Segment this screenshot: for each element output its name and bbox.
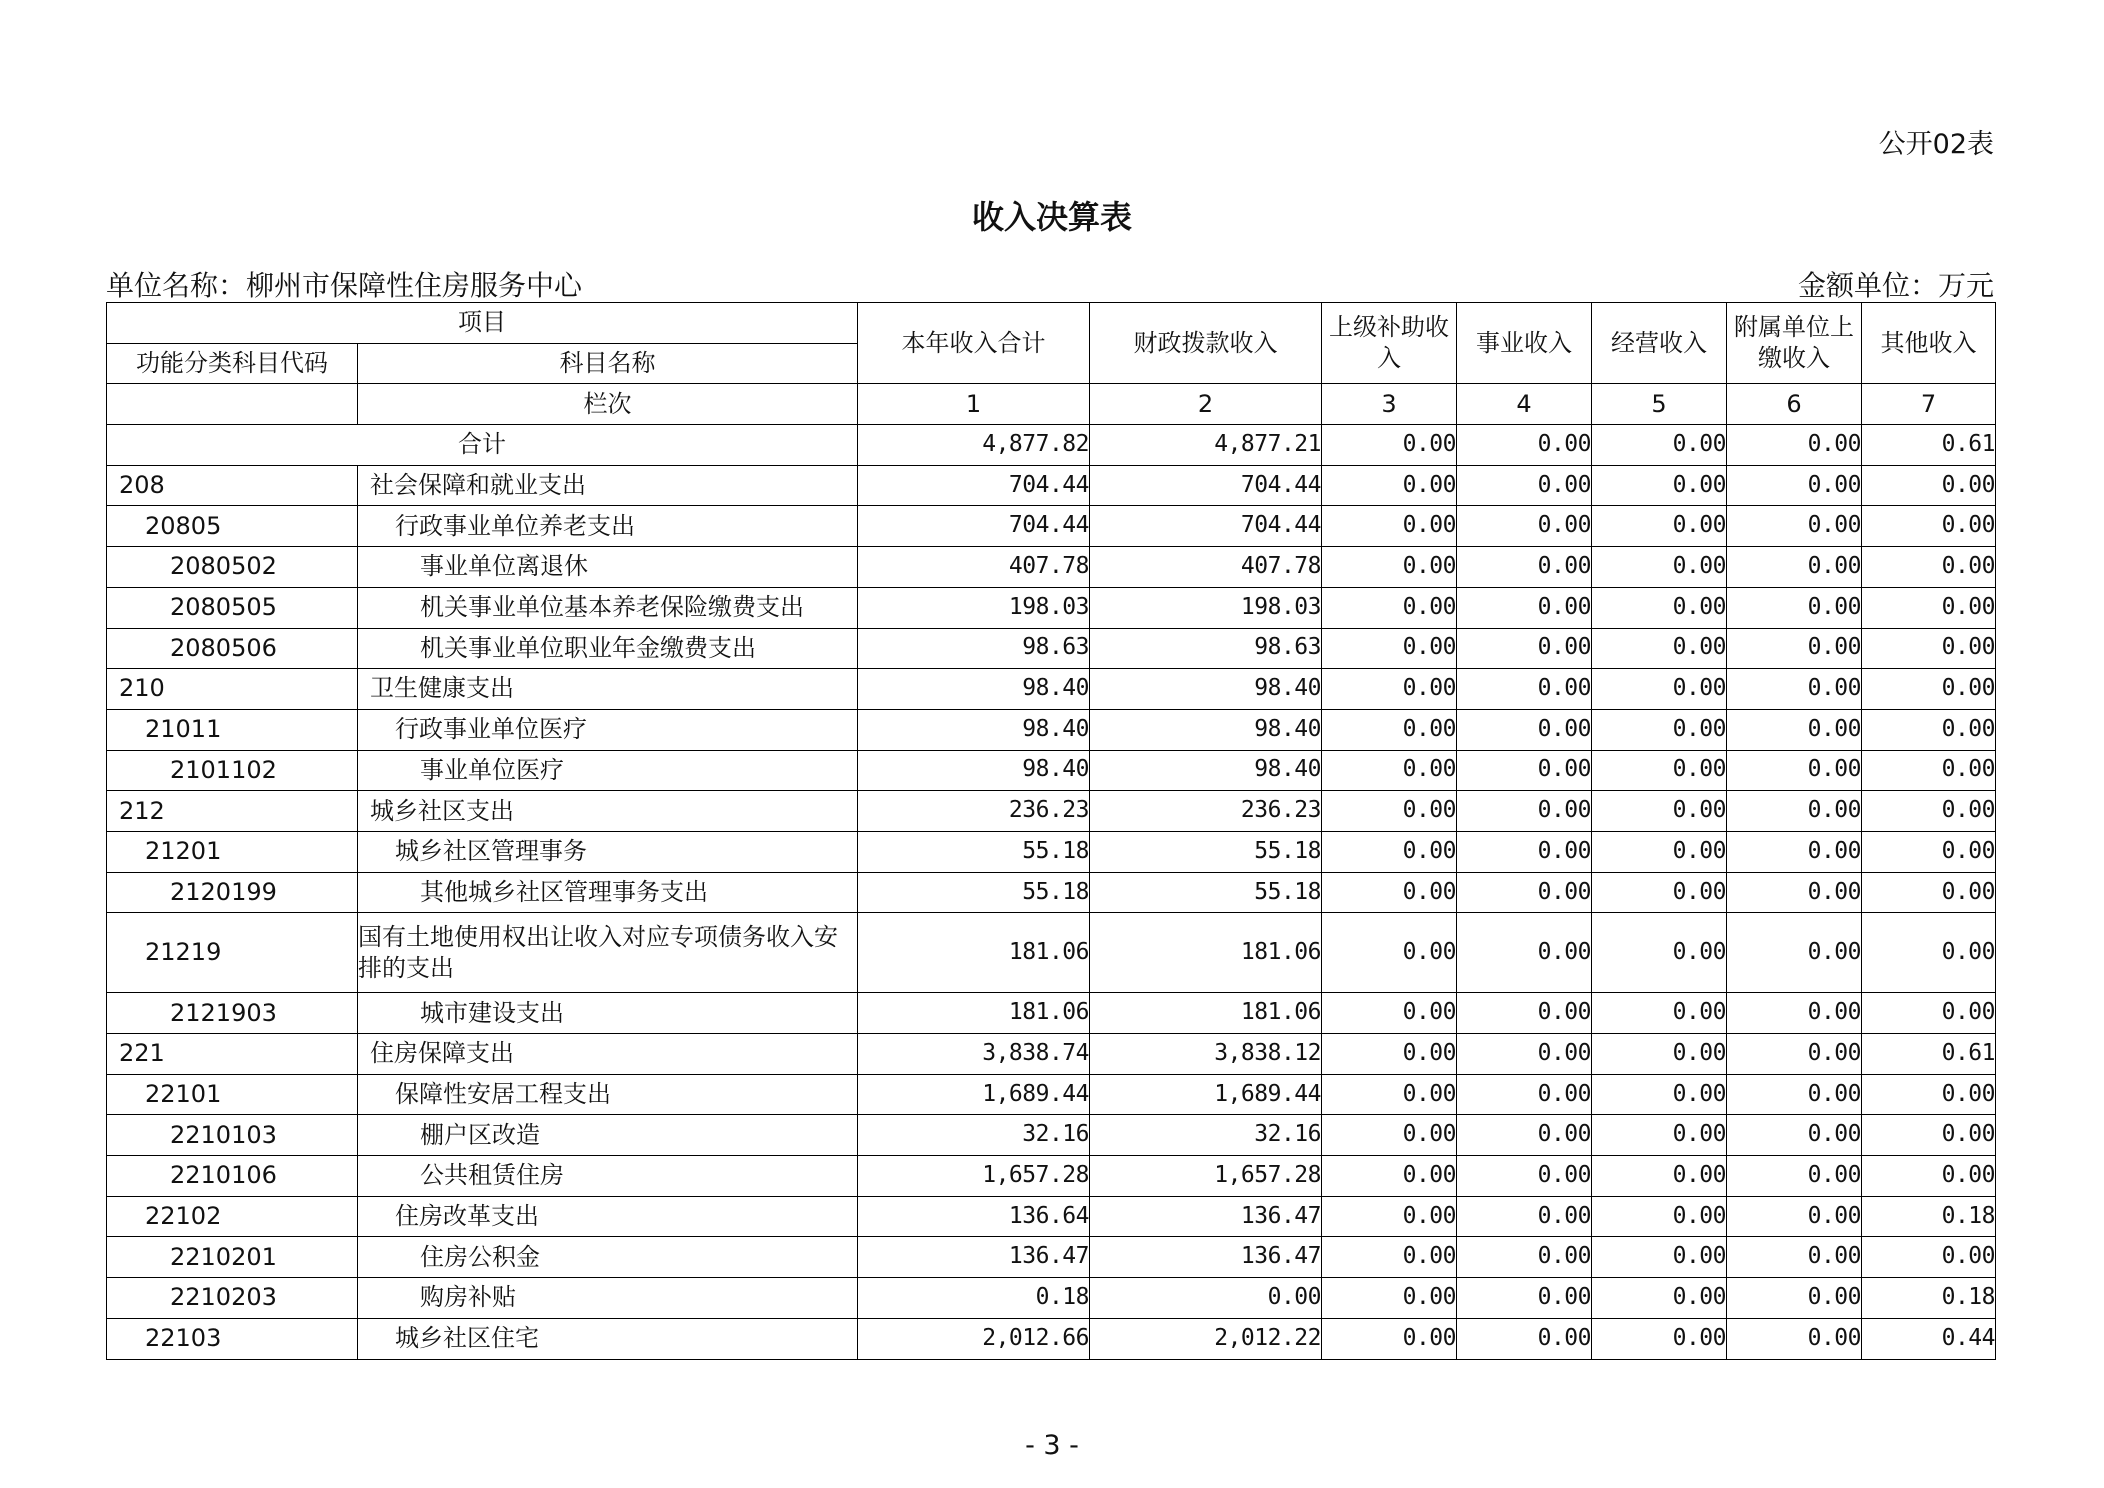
subject-name: 事业单位离退休 (358, 547, 858, 588)
amount-cell: 181.06 (1090, 913, 1322, 993)
subject-name: 城乡社区支出 (358, 791, 858, 832)
header-name: 科目名称 (358, 343, 858, 384)
table-row (107, 1074, 1996, 1115)
amount-cell: 0.00 (1592, 465, 1727, 506)
amount-cell: 0.00 (1727, 750, 1862, 791)
amount-cell: 2,012.66 (858, 1318, 1090, 1359)
seq-number: 4 (1457, 384, 1592, 425)
amount-cell: 0.00 (1727, 587, 1862, 628)
amount-cell: 0.00 (1727, 1034, 1862, 1075)
amount-cell: 0.00 (1862, 872, 1996, 913)
amount-cell: 0.00 (1322, 669, 1457, 710)
seq-number: 7 (1862, 384, 1996, 425)
amount-cell: 55.18 (858, 831, 1090, 872)
amount-cell: 0.00 (1322, 872, 1457, 913)
amount-cell: 0.00 (1592, 1074, 1727, 1115)
amount-cell: 0.00 (1457, 1034, 1592, 1075)
subject-code: 2210103 (107, 1115, 358, 1156)
total-value: 0.61 (1862, 425, 1996, 466)
amount-cell: 0.00 (1727, 993, 1862, 1034)
subject-code: 212 (107, 791, 358, 832)
amount-cell: 0.00 (1727, 1156, 1862, 1197)
subject-code: 22103 (107, 1318, 358, 1359)
amount-cell: 0.00 (1592, 750, 1727, 791)
amount-cell: 98.63 (1090, 628, 1322, 669)
subject-code: 208 (107, 465, 358, 506)
amount-cell: 0.00 (1457, 506, 1592, 547)
amount-cell: 0.00 (1592, 1318, 1727, 1359)
amount-cell: 0.00 (1457, 465, 1592, 506)
amount-cell: 0.18 (1862, 1278, 1996, 1319)
amount-cell: 0.00 (1322, 1156, 1457, 1197)
table-row (107, 993, 1996, 1034)
amount-cell: 0.00 (1322, 506, 1457, 547)
amount-cell: 3,838.74 (858, 1034, 1090, 1075)
amount-cell: 0.00 (1457, 1074, 1592, 1115)
subject-name: 卫生健康支出 (358, 669, 858, 710)
amount-cell: 55.18 (1090, 831, 1322, 872)
amount-cell: 0.18 (1862, 1196, 1996, 1237)
amount-cell: 0.00 (1457, 993, 1592, 1034)
amount-cell: 181.06 (858, 913, 1090, 993)
amount-cell: 0.00 (1727, 506, 1862, 547)
subject-code: 21011 (107, 709, 358, 750)
amount-cell: 0.00 (1457, 1156, 1592, 1197)
total-value: 0.00 (1322, 425, 1457, 466)
amount-cell: 0.00 (1592, 506, 1727, 547)
header-col-4: 事业收入 (1457, 303, 1592, 384)
amount-cell: 0.00 (1322, 1318, 1457, 1359)
amount-cell: 0.00 (1457, 1237, 1592, 1278)
amount-cell: 0.00 (1322, 628, 1457, 669)
amount-cell: 0.00 (1090, 1278, 1322, 1319)
amount-cell: 0.00 (1862, 1115, 1996, 1156)
amount-cell: 0.00 (1727, 872, 1862, 913)
amount-cell: 181.06 (1090, 993, 1322, 1034)
amount-cell: 0.00 (1862, 1074, 1996, 1115)
subject-code: 221 (107, 1034, 358, 1075)
subject-code: 22102 (107, 1196, 358, 1237)
amount-cell: 0.00 (1592, 1196, 1727, 1237)
amount-cell: 181.06 (858, 993, 1090, 1034)
amount-cell: 0.00 (1592, 587, 1727, 628)
table-row (107, 1196, 1996, 1237)
amount-cell: 136.47 (858, 1237, 1090, 1278)
subject-name: 城乡社区管理事务 (358, 831, 858, 872)
subject-name: 机关事业单位基本养老保险缴费支出 (358, 587, 858, 628)
amount-cell: 1,689.44 (1090, 1074, 1322, 1115)
amount-cell: 0.00 (1862, 587, 1996, 628)
amount-unit: 金额单位：万元 (1797, 269, 1994, 302)
table-row (107, 1237, 1996, 1278)
amount-cell: 0.00 (1322, 750, 1457, 791)
total-label: 合计 (107, 425, 858, 466)
subject-name: 棚户区改造 (358, 1115, 858, 1156)
amount-cell: 0.00 (1727, 831, 1862, 872)
amount-cell: 0.00 (1592, 791, 1727, 832)
table-row (107, 750, 1996, 791)
subject-name: 保障性安居工程支出 (358, 1074, 858, 1115)
amount-cell: 0.00 (1322, 791, 1457, 832)
table-row (107, 1156, 1996, 1197)
subject-name: 机关事业单位职业年金缴费支出 (358, 628, 858, 669)
total-value: 0.00 (1457, 425, 1592, 466)
subject-name: 行政事业单位养老支出 (358, 506, 858, 547)
header-project: 项目 (107, 303, 858, 344)
amount-cell: 0.00 (1457, 750, 1592, 791)
amount-cell: 198.03 (1090, 587, 1322, 628)
table-row (107, 1115, 1996, 1156)
table-row (107, 547, 1996, 588)
subject-code: 2210201 (107, 1237, 358, 1278)
amount-cell: 0.00 (1727, 913, 1862, 993)
seq-label: 栏次 (358, 384, 858, 425)
amount-cell: 136.47 (1090, 1196, 1322, 1237)
amount-cell: 0.00 (1322, 1196, 1457, 1237)
subject-code: 21219 (107, 913, 358, 993)
amount-cell: 704.44 (1090, 465, 1322, 506)
subject-name: 城乡社区住宅 (358, 1318, 858, 1359)
amount-cell: 98.40 (1090, 669, 1322, 710)
amount-cell: 55.18 (858, 872, 1090, 913)
subject-name: 住房公积金 (358, 1237, 858, 1278)
amount-cell: 0.00 (1862, 547, 1996, 588)
amount-cell: 0.00 (1457, 709, 1592, 750)
table-row (107, 506, 1996, 547)
total-row (107, 425, 1996, 466)
amount-cell: 0.00 (1862, 628, 1996, 669)
amount-cell: 0.00 (1862, 506, 1996, 547)
amount-cell: 0.00 (1727, 465, 1862, 506)
table-row (107, 831, 1996, 872)
amount-cell: 0.00 (1457, 587, 1592, 628)
amount-cell: 0.00 (1322, 993, 1457, 1034)
total-value: 0.00 (1727, 425, 1862, 466)
header-col-6: 附属单位上缴收入 (1727, 303, 1862, 384)
table-row (107, 669, 1996, 710)
amount-cell: 704.44 (858, 465, 1090, 506)
amount-cell: 0.00 (1592, 628, 1727, 669)
subject-code: 21201 (107, 831, 358, 872)
subject-code: 2121903 (107, 993, 358, 1034)
seq-blank (107, 384, 358, 425)
amount-cell: 236.23 (1090, 791, 1322, 832)
subject-code: 2080502 (107, 547, 358, 588)
amount-cell: 0.00 (1322, 1074, 1457, 1115)
amount-cell: 32.16 (858, 1115, 1090, 1156)
table-row (107, 709, 1996, 750)
amount-cell: 0.00 (1322, 1034, 1457, 1075)
amount-cell: 0.00 (1592, 1278, 1727, 1319)
subject-name: 其他城乡社区管理事务支出 (358, 872, 858, 913)
amount-cell: 0.00 (1727, 1196, 1862, 1237)
amount-cell: 3,838.12 (1090, 1034, 1322, 1075)
amount-cell: 0.00 (1457, 1278, 1592, 1319)
amount-cell: 0.00 (1592, 1115, 1727, 1156)
amount-cell: 198.03 (858, 587, 1090, 628)
amount-cell: 236.23 (858, 791, 1090, 832)
amount-cell: 704.44 (858, 506, 1090, 547)
amount-cell: 0.00 (1727, 709, 1862, 750)
amount-cell: 0.00 (1727, 1237, 1862, 1278)
amount-cell: 0.00 (1457, 831, 1592, 872)
seq-number: 2 (1090, 384, 1322, 425)
amount-cell: 0.00 (1457, 791, 1592, 832)
amount-cell: 0.00 (1322, 1278, 1457, 1319)
seq-number: 5 (1592, 384, 1727, 425)
amount-cell: 0.00 (1322, 1115, 1457, 1156)
amount-cell: 0.00 (1727, 547, 1862, 588)
table-row (107, 791, 1996, 832)
amount-cell: 0.00 (1592, 993, 1727, 1034)
amount-cell: 0.00 (1457, 1115, 1592, 1156)
amount-cell: 0.61 (1862, 1034, 1996, 1075)
table-row (107, 1278, 1996, 1319)
unit-name: 单位名称：柳州市保障性住房服务中心 (106, 269, 583, 302)
seq-number: 6 (1727, 384, 1862, 425)
amount-cell: 136.47 (1090, 1237, 1322, 1278)
subject-name: 住房改革支出 (358, 1196, 858, 1237)
amount-cell: 0.00 (1592, 547, 1727, 588)
amount-cell: 0.00 (1862, 669, 1996, 710)
amount-cell: 0.00 (1862, 465, 1996, 506)
subject-code: 20805 (107, 506, 358, 547)
amount-cell: 0.00 (1322, 1237, 1457, 1278)
amount-cell: 0.00 (1592, 1034, 1727, 1075)
amount-cell: 0.00 (1592, 1237, 1727, 1278)
amount-cell: 0.00 (1457, 547, 1592, 588)
total-value: 4,877.82 (858, 425, 1090, 466)
subject-name: 公共租赁住房 (358, 1156, 858, 1197)
form-number: 公开02表 (1878, 129, 1994, 160)
page-title: 收入决算表 (971, 198, 1132, 236)
amount-cell: 0.00 (1727, 628, 1862, 669)
amount-cell: 407.78 (1090, 547, 1322, 588)
subject-name: 社会保障和就业支出 (358, 465, 858, 506)
amount-cell: 0.00 (1862, 1237, 1996, 1278)
amount-cell: 98.40 (858, 709, 1090, 750)
table-row (107, 587, 1996, 628)
amount-cell: 0.00 (1322, 913, 1457, 993)
amount-cell: 0.00 (1322, 587, 1457, 628)
header-code: 功能分类科目代码 (107, 343, 358, 384)
subject-code: 2210106 (107, 1156, 358, 1197)
amount-cell: 0.00 (1862, 750, 1996, 791)
amount-cell: 0.00 (1592, 872, 1727, 913)
amount-cell: 0.00 (1727, 1074, 1862, 1115)
amount-cell: 0.00 (1862, 831, 1996, 872)
amount-cell: 0.00 (1322, 465, 1457, 506)
total-value: 0.00 (1592, 425, 1727, 466)
subject-code: 2120199 (107, 872, 358, 913)
amount-cell: 98.40 (1090, 750, 1322, 791)
header-col-7: 其他收入 (1862, 303, 1996, 384)
subject-code: 2080505 (107, 587, 358, 628)
seq-number: 1 (858, 384, 1090, 425)
header-col-1: 本年收入合计 (858, 303, 1090, 384)
amount-cell: 0.00 (1862, 709, 1996, 750)
amount-cell: 32.16 (1090, 1115, 1322, 1156)
amount-cell: 2,012.22 (1090, 1318, 1322, 1359)
amount-cell: 98.40 (858, 669, 1090, 710)
header-col-3: 上级补助收入 (1322, 303, 1457, 384)
amount-cell: 1,657.28 (1090, 1156, 1322, 1197)
amount-cell: 0.00 (1727, 1318, 1862, 1359)
amount-cell: 0.44 (1862, 1318, 1996, 1359)
table-row (107, 465, 1996, 506)
amount-cell: 704.44 (1090, 506, 1322, 547)
seq-number: 3 (1322, 384, 1457, 425)
amount-cell: 0.00 (1727, 1278, 1862, 1319)
amount-cell: 0.00 (1862, 993, 1996, 1034)
subject-name: 行政事业单位医疗 (358, 709, 858, 750)
amount-cell: 0.00 (1727, 669, 1862, 710)
amount-cell: 98.40 (858, 750, 1090, 791)
table-row (107, 628, 1996, 669)
amount-cell: 0.00 (1592, 913, 1727, 993)
amount-cell: 0.00 (1457, 628, 1592, 669)
subject-code: 210 (107, 669, 358, 710)
subject-name: 住房保障支出 (358, 1034, 858, 1075)
table-row (107, 1034, 1996, 1075)
amount-cell: 0.00 (1727, 1115, 1862, 1156)
amount-cell: 0.00 (1322, 709, 1457, 750)
amount-cell: 0.00 (1457, 913, 1592, 993)
subject-name: 事业单位医疗 (358, 750, 858, 791)
amount-cell: 0.00 (1322, 831, 1457, 872)
subject-name: 城市建设支出 (358, 993, 858, 1034)
amount-cell: 0.00 (1862, 791, 1996, 832)
amount-cell: 0.00 (1727, 791, 1862, 832)
amount-cell: 0.00 (1457, 1196, 1592, 1237)
table-row (107, 872, 1996, 913)
amount-cell: 0.00 (1457, 1318, 1592, 1359)
amount-cell: 0.00 (1457, 872, 1592, 913)
header-col-5: 经营收入 (1592, 303, 1727, 384)
total-value: 4,877.21 (1090, 425, 1322, 466)
amount-cell: 0.00 (1322, 547, 1457, 588)
amount-cell: 98.63 (858, 628, 1090, 669)
subject-code: 2101102 (107, 750, 358, 791)
subject-code: 2080506 (107, 628, 358, 669)
amount-cell: 0.00 (1592, 1156, 1727, 1197)
amount-cell: 0.00 (1592, 669, 1727, 710)
page-number: - 3 - (1025, 1430, 1079, 1461)
amount-cell: 0.00 (1862, 913, 1996, 993)
table-row (107, 913, 1996, 993)
amount-cell: 136.64 (858, 1196, 1090, 1237)
subject-name: 国有土地使用权出让收入对应专项债务收入安排的支出 (358, 913, 858, 993)
income-table (106, 302, 1996, 1360)
amount-cell: 0.00 (1592, 709, 1727, 750)
amount-cell: 407.78 (858, 547, 1090, 588)
amount-cell: 0.18 (858, 1278, 1090, 1319)
subject-code: 22101 (107, 1074, 358, 1115)
subject-code: 2210203 (107, 1278, 358, 1319)
amount-cell: 0.00 (1592, 831, 1727, 872)
table-row (107, 1318, 1996, 1359)
amount-cell: 98.40 (1090, 709, 1322, 750)
subject-name: 购房补贴 (358, 1278, 858, 1319)
amount-cell: 1,657.28 (858, 1156, 1090, 1197)
amount-cell: 55.18 (1090, 872, 1322, 913)
amount-cell: 0.00 (1457, 669, 1592, 710)
header-col-2: 财政拨款收入 (1090, 303, 1322, 384)
amount-cell: 1,689.44 (858, 1074, 1090, 1115)
amount-cell: 0.00 (1862, 1156, 1996, 1197)
